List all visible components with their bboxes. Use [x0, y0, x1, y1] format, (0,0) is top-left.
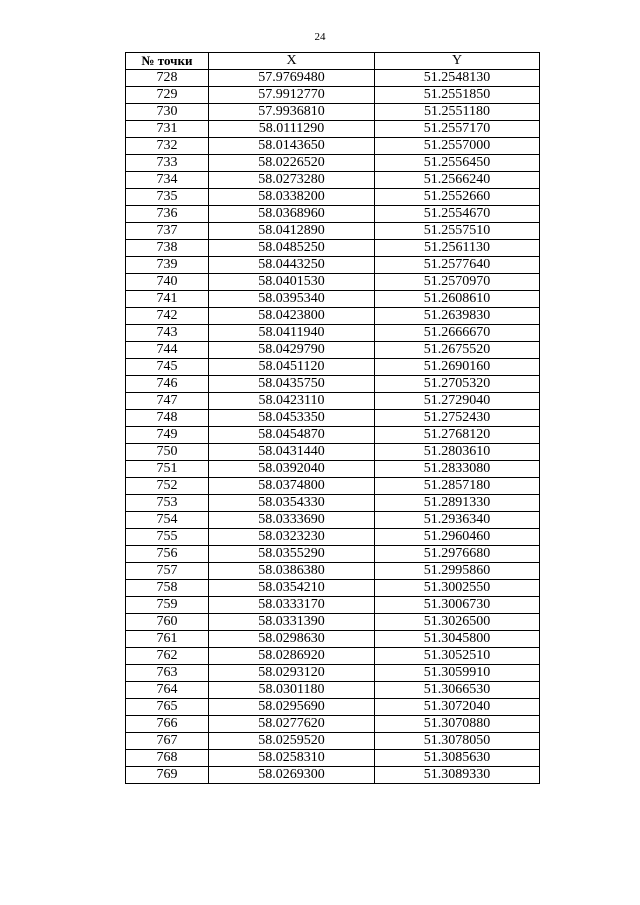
cell-x: 58.0286920 — [209, 648, 375, 665]
cell-x: 58.0301180 — [209, 682, 375, 699]
cell-x: 58.0293120 — [209, 665, 375, 682]
cell-y: 51.3085630 — [375, 750, 540, 767]
cell-point-number: 741 — [126, 291, 209, 308]
cell-point-number: 763 — [126, 665, 209, 682]
table-row — [126, 529, 540, 546]
cell-point-number: 761 — [126, 631, 209, 648]
page-number: 24 — [314, 31, 326, 43]
cell-x: 58.0395340 — [209, 291, 375, 308]
table-row — [126, 342, 540, 359]
table-row — [126, 546, 540, 563]
table-row — [126, 155, 540, 172]
table-row — [126, 699, 540, 716]
cell-point-number: 751 — [126, 461, 209, 478]
cell-y: 51.2548130 — [375, 70, 540, 87]
cell-x: 57.9936810 — [209, 104, 375, 121]
table-row — [126, 359, 540, 376]
cell-point-number: 744 — [126, 342, 209, 359]
cell-point-number: 735 — [126, 189, 209, 206]
cell-y: 51.2557510 — [375, 223, 540, 240]
cell-point-number: 740 — [126, 274, 209, 291]
cell-y: 51.2752430 — [375, 410, 540, 427]
cell-x: 58.0111290 — [209, 121, 375, 138]
cell-y: 51.2729040 — [375, 393, 540, 410]
cell-x: 58.0333690 — [209, 512, 375, 529]
cell-y: 51.3002550 — [375, 580, 540, 597]
cell-x: 58.0451120 — [209, 359, 375, 376]
cell-x: 58.0323230 — [209, 529, 375, 546]
cell-x: 58.0423800 — [209, 308, 375, 325]
cell-point-number: 766 — [126, 716, 209, 733]
cell-x: 58.0386380 — [209, 563, 375, 580]
cell-point-number: 753 — [126, 495, 209, 512]
cell-x: 58.0423110 — [209, 393, 375, 410]
cell-x: 58.0453350 — [209, 410, 375, 427]
cell-point-number: 743 — [126, 325, 209, 342]
cell-point-number: 749 — [126, 427, 209, 444]
cell-x: 58.0354330 — [209, 495, 375, 512]
cell-point-number: 764 — [126, 682, 209, 699]
cell-y: 51.2705320 — [375, 376, 540, 393]
cell-point-number: 754 — [126, 512, 209, 529]
cell-x: 58.0259520 — [209, 733, 375, 750]
cell-point-number: 755 — [126, 529, 209, 546]
cell-y: 51.3026500 — [375, 614, 540, 631]
table-row — [126, 750, 540, 767]
cell-point-number: 737 — [126, 223, 209, 240]
cell-point-number: 765 — [126, 699, 209, 716]
cell-y: 51.2891330 — [375, 495, 540, 512]
cell-x: 58.0435750 — [209, 376, 375, 393]
cell-y: 51.2690160 — [375, 359, 540, 376]
table-row — [126, 87, 540, 104]
cell-point-number: 756 — [126, 546, 209, 563]
cell-x: 58.0298630 — [209, 631, 375, 648]
cell-point-number: 734 — [126, 172, 209, 189]
table-row — [126, 478, 540, 495]
cell-point-number: 758 — [126, 580, 209, 597]
cell-x: 58.0429790 — [209, 342, 375, 359]
cell-y: 51.2995860 — [375, 563, 540, 580]
cell-point-number: 739 — [126, 257, 209, 274]
table-row — [126, 427, 540, 444]
cell-y: 51.3006730 — [375, 597, 540, 614]
cell-y: 51.2566240 — [375, 172, 540, 189]
table-row — [126, 138, 540, 155]
cell-x: 58.0401530 — [209, 274, 375, 291]
cell-y: 51.2570970 — [375, 274, 540, 291]
cell-point-number: 760 — [126, 614, 209, 631]
cell-y: 51.3052510 — [375, 648, 540, 665]
cell-y: 51.2666670 — [375, 325, 540, 342]
cell-x: 58.0226520 — [209, 155, 375, 172]
table-row — [126, 393, 540, 410]
table-row — [126, 444, 540, 461]
cell-x: 58.0338200 — [209, 189, 375, 206]
cell-y: 51.3078050 — [375, 733, 540, 750]
cell-point-number: 729 — [126, 87, 209, 104]
cell-x: 58.0411940 — [209, 325, 375, 342]
table-row — [126, 461, 540, 478]
cell-x: 58.0331390 — [209, 614, 375, 631]
cell-x: 58.0412890 — [209, 223, 375, 240]
cell-point-number: 745 — [126, 359, 209, 376]
cell-point-number: 728 — [126, 70, 209, 87]
table-row — [126, 240, 540, 257]
table-row — [126, 104, 540, 121]
cell-point-number: 757 — [126, 563, 209, 580]
table-row — [126, 121, 540, 138]
cell-point-number: 768 — [126, 750, 209, 767]
cell-y: 51.2976680 — [375, 546, 540, 563]
cell-point-number: 759 — [126, 597, 209, 614]
cell-y: 51.3070880 — [375, 716, 540, 733]
table-row — [126, 495, 540, 512]
cell-x: 58.0368960 — [209, 206, 375, 223]
cell-x: 58.0354210 — [209, 580, 375, 597]
cell-y: 51.2608610 — [375, 291, 540, 308]
cell-y: 51.2551850 — [375, 87, 540, 104]
cell-point-number: 733 — [126, 155, 209, 172]
table-row — [126, 563, 540, 580]
cell-y: 51.3089330 — [375, 767, 540, 784]
cell-x: 58.0355290 — [209, 546, 375, 563]
header-y: Y — [375, 53, 540, 70]
table-row — [126, 308, 540, 325]
table-row — [126, 172, 540, 189]
header-x: X — [209, 53, 375, 70]
cell-y: 51.2577640 — [375, 257, 540, 274]
cell-y: 51.2557000 — [375, 138, 540, 155]
table-row — [126, 189, 540, 206]
cell-point-number: 750 — [126, 444, 209, 461]
cell-x: 58.0431440 — [209, 444, 375, 461]
cell-x: 58.0258310 — [209, 750, 375, 767]
table-row — [126, 665, 540, 682]
cell-point-number: 731 — [126, 121, 209, 138]
cell-x: 58.0295690 — [209, 699, 375, 716]
table-row — [126, 512, 540, 529]
cell-y: 51.2552660 — [375, 189, 540, 206]
cell-y: 51.2556450 — [375, 155, 540, 172]
cell-y: 51.2551180 — [375, 104, 540, 121]
cell-x: 58.0443250 — [209, 257, 375, 274]
cell-x: 58.0273280 — [209, 172, 375, 189]
table-row — [126, 206, 540, 223]
table-row — [126, 614, 540, 631]
cell-point-number: 732 — [126, 138, 209, 155]
cell-x: 58.0277620 — [209, 716, 375, 733]
table-row — [126, 682, 540, 699]
cell-point-number: 762 — [126, 648, 209, 665]
cell-y: 51.3045800 — [375, 631, 540, 648]
table-row — [126, 648, 540, 665]
table-row — [126, 410, 540, 427]
cell-y: 51.3066530 — [375, 682, 540, 699]
table-row — [126, 631, 540, 648]
cell-y: 51.2675520 — [375, 342, 540, 359]
table-row — [126, 223, 540, 240]
cell-x: 58.0485250 — [209, 240, 375, 257]
cell-point-number: 742 — [126, 308, 209, 325]
table-row — [126, 291, 540, 308]
table-row — [126, 325, 540, 342]
cell-point-number: 752 — [126, 478, 209, 495]
cell-point-number: 769 — [126, 767, 209, 784]
cell-x: 58.0143650 — [209, 138, 375, 155]
cell-y: 51.2803610 — [375, 444, 540, 461]
cell-point-number: 747 — [126, 393, 209, 410]
cell-y: 51.3059910 — [375, 665, 540, 682]
table-row — [126, 257, 540, 274]
table-row — [126, 716, 540, 733]
cell-y: 51.3072040 — [375, 699, 540, 716]
cell-x: 57.9912770 — [209, 87, 375, 104]
cell-y: 51.2833080 — [375, 461, 540, 478]
cell-point-number: 730 — [126, 104, 209, 121]
cell-y: 51.2936340 — [375, 512, 540, 529]
cell-y: 51.2554670 — [375, 206, 540, 223]
cell-x: 58.0374800 — [209, 478, 375, 495]
cell-point-number: 738 — [126, 240, 209, 257]
cell-y: 51.2557170 — [375, 121, 540, 138]
table-row — [126, 597, 540, 614]
cell-point-number: 736 — [126, 206, 209, 223]
coordinates-table — [125, 52, 540, 784]
cell-point-number: 746 — [126, 376, 209, 393]
cell-point-number: 748 — [126, 410, 209, 427]
table-row — [126, 376, 540, 393]
table-header-row — [126, 53, 540, 70]
cell-point-number: 767 — [126, 733, 209, 750]
cell-x: 58.0333170 — [209, 597, 375, 614]
cell-y: 51.2561130 — [375, 240, 540, 257]
cell-x: 58.0454870 — [209, 427, 375, 444]
cell-y: 51.2768120 — [375, 427, 540, 444]
table-row — [126, 274, 540, 291]
table-row — [126, 733, 540, 750]
cell-y: 51.2960460 — [375, 529, 540, 546]
table-row — [126, 767, 540, 784]
cell-y: 51.2639830 — [375, 308, 540, 325]
table-body — [126, 70, 540, 784]
cell-x: 58.0269300 — [209, 767, 375, 784]
table-row — [126, 70, 540, 87]
header-point-number: № точки — [126, 53, 209, 70]
table-row — [126, 580, 540, 597]
cell-y: 51.2857180 — [375, 478, 540, 495]
cell-x: 57.9769480 — [209, 70, 375, 87]
cell-x: 58.0392040 — [209, 461, 375, 478]
